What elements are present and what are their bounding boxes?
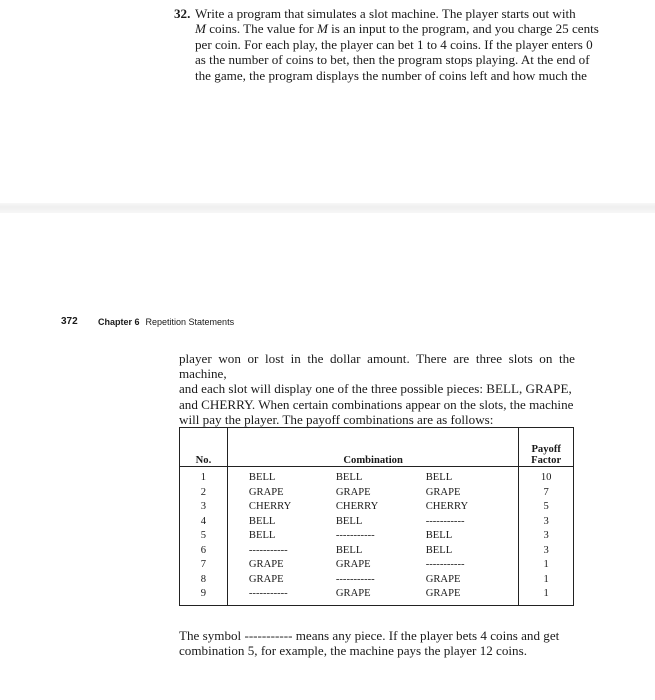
note-text (179, 628, 575, 658)
chapter-title: Repetition Statements (145, 317, 235, 327)
table-row (180, 529, 574, 544)
table-row (180, 515, 574, 530)
cell-payoff: 1 (543, 573, 549, 585)
cell-no: 7 (180, 558, 228, 573)
chapter-number: Chapter 6 (98, 317, 140, 327)
cell-slot-2: GRAPE (335, 486, 371, 498)
header-payoff-line1: Payoff (531, 444, 561, 455)
cell-slot-3: BELL (419, 529, 519, 544)
cell-slot-2: BELL (335, 515, 363, 527)
cell-slot-3: BELL (419, 467, 519, 486)
table-row (180, 467, 574, 486)
chapter-label (98, 317, 234, 327)
cell-no: 1 (180, 467, 228, 486)
cell-slot-3: ----------- (419, 515, 519, 530)
exercise-line: as the number of coins to bet, then the program stops playing. At the end of (195, 52, 590, 68)
payoff-table (179, 427, 574, 606)
header-payoff (519, 428, 574, 467)
cell-slot-1: ----------- (248, 544, 288, 556)
cell-slot-1: CHERRY (248, 501, 292, 512)
table-row (180, 544, 574, 559)
paragraph-line: and CHERRY. When certain combinations appear on the slots, the machine (179, 396, 574, 412)
page-number: 372 (61, 316, 78, 327)
cell-slot-2: CHERRY (335, 501, 379, 512)
cell-slot-3: GRAPE (419, 486, 519, 501)
exercise-number: 32. (174, 6, 191, 21)
cell-no: 5 (180, 529, 228, 544)
table-row (180, 573, 574, 588)
paragraph-line: player won or lost in the dollar amount. There are three slots on the machine, (179, 351, 575, 382)
cell-payoff: 10 (540, 472, 552, 483)
running-head (61, 316, 235, 327)
exercise-text (195, 6, 606, 83)
cell-payoff: 3 (543, 544, 549, 556)
cell-slot-3: BELL (419, 544, 519, 559)
cell-no: 2 (180, 486, 228, 501)
note-line: combination 5, for example, the machine pays the player 12 coins. (179, 643, 527, 659)
cell-slot-1: GRAPE (248, 486, 284, 498)
paragraph-line: and each slot will display one of the three possible pieces: BELL, GRAPE, (179, 381, 572, 397)
table-header-row (180, 428, 574, 467)
header-payoff-line2: Factor (531, 455, 562, 466)
exercise-line: M coins. The value for M is an input to the program, and you charge 25 cents (195, 21, 599, 37)
exercise-line: Write a program that simulates a slot machine. The player starts out with (195, 6, 576, 21)
cell-slot-1: GRAPE (248, 559, 284, 570)
exercise-32 (174, 6, 606, 83)
cell-slot-1: ----------- (248, 588, 288, 599)
cell-no: 4 (180, 515, 228, 530)
cell-payoff: 5 (543, 501, 549, 512)
cell-slot-1: BELL (248, 515, 276, 527)
table-row (180, 500, 574, 515)
table-row (180, 486, 574, 501)
exercise-line: the game, the program displays the number of coins left and how much the (195, 67, 587, 83)
header-no: No. (180, 428, 228, 467)
cell-no: 8 (180, 573, 228, 588)
cell-slot-3: CHERRY (419, 500, 519, 515)
cell-slot-2: GRAPE (335, 559, 371, 570)
cell-slot-1: BELL (248, 530, 276, 541)
cell-slot-2: GRAPE (335, 588, 371, 599)
cell-no: 6 (180, 544, 228, 559)
cell-slot-2: BELL (335, 472, 363, 483)
page-break (0, 203, 655, 213)
paragraph-line: will pay the player. The payoff combinations are as follows: (179, 411, 494, 427)
exercise-line: per coin. For each play, the player can bet 1 to 4 coins. If the player enters 0 (195, 36, 593, 52)
cell-slot-3: GRAPE (419, 587, 519, 605)
cell-payoff: 7 (543, 486, 549, 498)
header-combination: Combination (227, 428, 518, 467)
table-row (180, 587, 574, 605)
cell-no: 9 (180, 587, 228, 605)
continuation-text (179, 351, 575, 427)
cell-payoff: 1 (543, 588, 549, 599)
cell-slot-1: GRAPE (248, 573, 284, 585)
table-row (180, 558, 574, 573)
upper-page (0, 0, 655, 203)
cell-slot-2: BELL (335, 544, 363, 556)
cell-payoff: 3 (543, 530, 549, 541)
cell-payoff: 1 (543, 559, 549, 570)
note-line: The symbol ----------- means any piece. If the player bets 4 coins and get (179, 628, 560, 643)
cell-slot-1: BELL (248, 472, 276, 483)
cell-slot-2: ----------- (335, 573, 375, 585)
cell-no: 3 (180, 500, 228, 515)
cell-payoff: 3 (543, 515, 549, 527)
cell-slot-3: ----------- (419, 558, 519, 573)
cell-slot-3: GRAPE (419, 573, 519, 588)
cell-slot-2: ----------- (335, 530, 375, 541)
